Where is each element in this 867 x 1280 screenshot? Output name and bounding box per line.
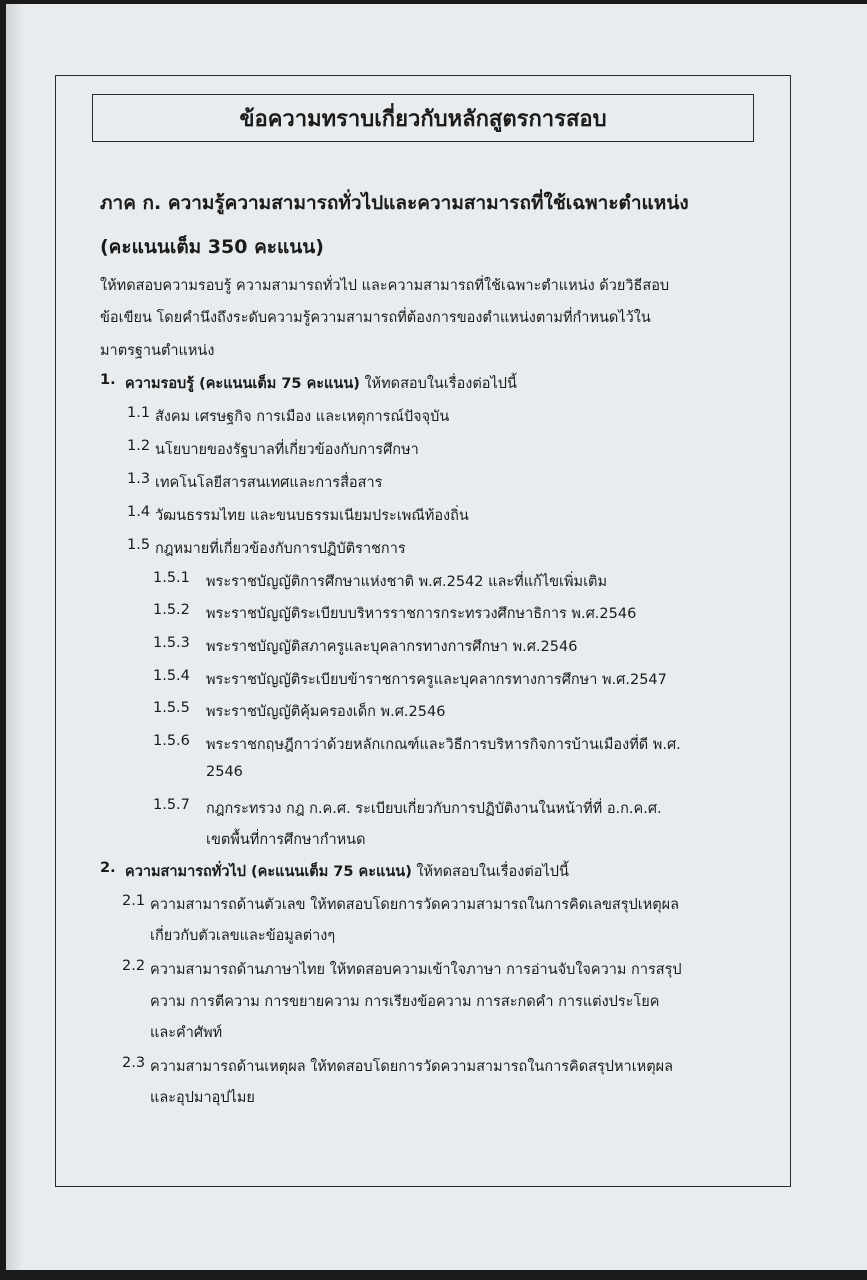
law-text-continued: 2546 [206, 764, 243, 780]
law-text: กฎกระทรวง กฎ ก.ค.ศ. ระเบียบเกี่ยวกับการปฏิบัติงานในหน้าที่ที่ อ.ก.ค.ศ. [206, 801, 662, 817]
sub-number: 1.4 [127, 504, 151, 520]
item2-title [125, 860, 569, 883]
item2-title-rest: ให้ทดสอบในเรื่องต่อไปนี้ [411, 864, 569, 880]
sub-number: 1.2 [127, 438, 151, 454]
sub-number: 1.3 [127, 471, 151, 487]
sub-text: วัฒนธรรมไทย และขนบธรรมเนียมประเพณีท้องถิ่น [155, 508, 469, 524]
intro-line: มาตรฐานตำแหน่ง [100, 343, 215, 359]
section-a-heading: ภาค ก. ความรู้ความสามารถทั่วไปและความสามารถที่ใช้เฉพาะตำแหน่ง [100, 192, 689, 214]
sub-text: ความสามารถด้านภาษาไทย ให้ทดสอบความเข้าใจภาษา การอ่านจับใจความ การสรุป [150, 962, 682, 978]
item1-title-bold: ความรอบรู้ (คะแนนเต็ม 75 คะแนน) [125, 376, 360, 392]
sub-number: 2.3 [122, 1055, 146, 1071]
sub-text: สังคม เศรษฐกิจ การเมือง และเหตุการณ์ปัจจุบัน [155, 409, 450, 425]
sub-number: 2.2 [122, 958, 146, 974]
sub-text: กฎหมายที่เกี่ยวข้องกับการปฏิบัติราชการ [155, 541, 406, 557]
law-number: 1.5.6 [153, 733, 190, 749]
law-number: 1.5.1 [153, 570, 190, 586]
item2-title-bold: ความสามารถทั่วไป (คะแนนเต็ม 75 คะแนน) [125, 864, 412, 880]
sub-text: ความสามารถด้านตัวเลข ให้ทดสอบโดยการวัดความสามารถในการคิดเลขสรุปเหตุผล [150, 897, 680, 913]
intro-line: ข้อเขียน โดยคำนึงถึงระดับความรู้ความสามารถที่ต้องการของตำแหน่งตามที่กำหนดไว้ใน [100, 310, 651, 326]
item2-number: 2. [100, 860, 116, 876]
paper-edge-shadow [6, 4, 24, 1270]
sub-number: 1.5 [127, 537, 151, 553]
sub-text: นโยบายของรัฐบาลที่เกี่ยวข้องกับการศึกษา [155, 442, 419, 458]
sub-text: เทคโนโลยีสารสนเทศและการสื่อสาร [155, 475, 383, 491]
sub-text-continued: ความ การตีความ การขยายความ การเรียงข้อความ การสะกดคำ การแต่งประโยค [150, 994, 660, 1010]
section-a-score: (คะแนนเต็ม 350 คะแนน) [100, 236, 324, 258]
sub-number: 2.1 [122, 893, 146, 909]
law-text: พระราชบัญญัติการศึกษาแห่งชาติ พ.ศ.2542 และที่แก้ไขเพิ่มเติม [206, 574, 608, 590]
intro-line: ให้ทดสอบความรอบรู้ ความสามารถทั่วไป และความสามารถที่ใช้เฉพาะตำแหน่ง ด้วยวิธีสอบ [100, 278, 670, 294]
law-number: 1.5.4 [153, 668, 190, 684]
law-text: พระราชบัญญัติระเบียบบริหารราชการกระทรวงศึกษาธิการ พ.ศ.2546 [206, 606, 637, 622]
law-number: 1.5.5 [153, 700, 190, 716]
law-text: พระราชบัญญัติสภาครูและบุคลากรทางการศึกษา พ.ศ.2546 [206, 639, 578, 655]
item1-title [125, 372, 517, 395]
law-text: พระราชบัญญัติระเบียบข้าราชการครูและบุคลากรทางการศึกษา พ.ศ.2547 [206, 672, 667, 688]
sub-text-continued: เกี่ยวกับตัวเลขและข้อมูลต่างๆ [150, 928, 336, 944]
item1-title-rest: ให้ทดสอบในเรื่องต่อไปนี้ [359, 376, 517, 392]
sub-text-continued: และอุปมาอุปไมย [150, 1090, 255, 1106]
sub-text-continued: และคำศัพท์ [150, 1025, 223, 1041]
law-text: พระราชกฤษฎีกาว่าด้วยหลักเกณฑ์และวิธีการบริหารกิจการบ้านเมืองที่ดี พ.ศ. [206, 737, 681, 753]
sub-text: ความสามารถด้านเหตุผล ให้ทดสอบโดยการวัดความสามารถในการคิดสรุปหาเหตุผล [150, 1059, 674, 1075]
title-box [92, 94, 754, 142]
page-title: ข้อความทราบเกี่ยวกับหลักสูตรการสอบ [239, 106, 607, 132]
item1-number: 1. [100, 372, 116, 388]
law-text-continued: เขตพื้นที่การศึกษากำหนด [206, 832, 366, 848]
law-number: 1.5.2 [153, 602, 190, 618]
sub-number: 1.1 [127, 405, 151, 421]
law-text: พระราชบัญญัติคุ้มครองเด็ก พ.ศ.2546 [206, 704, 446, 720]
law-number: 1.5.7 [153, 797, 190, 813]
law-number: 1.5.3 [153, 635, 190, 651]
